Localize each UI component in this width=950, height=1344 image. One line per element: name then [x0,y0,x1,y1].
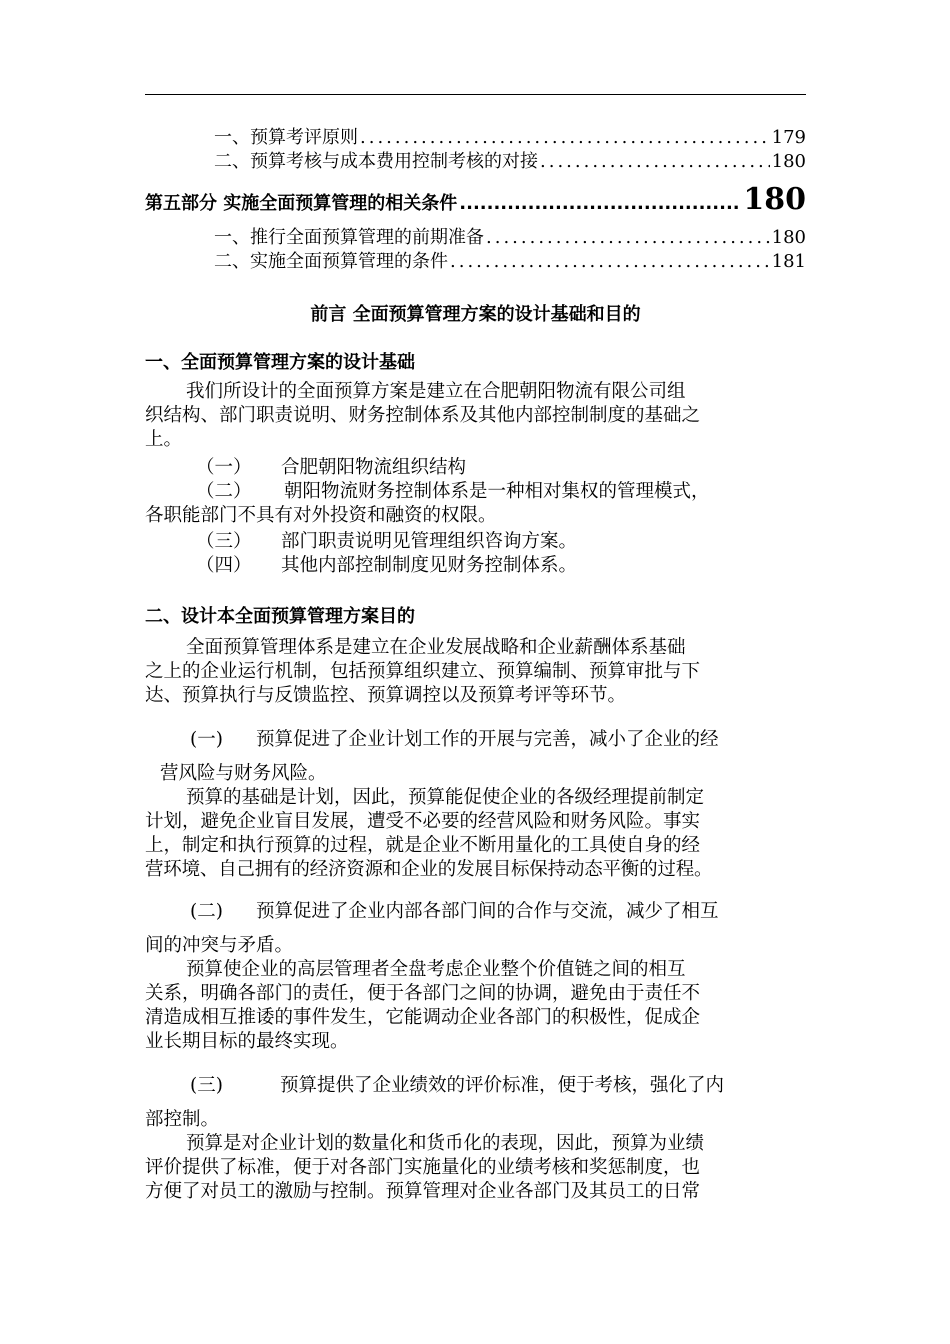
section-heading: 二、设计本全面预算管理方案目的 [145,606,415,627]
paragraph-line: 预算使企业的高层管理者全盘考虑企业整个价值链之间的相互 [186,959,686,980]
paragraph-line: 上。 [145,429,183,450]
paragraph-line: 预算的基础是计划，因此，预算能促使企业的各级经理提前制定 [186,787,705,808]
toc-entry[interactable] [214,126,806,150]
subsection-number: (一) [190,729,223,750]
subsection-title: 预算提供了企业绩效的评价标准，便于考核，强化了内 [280,1075,725,1096]
paragraph-line: 营环境、自己拥有的经济资源和企业的发展目标保持动态平衡的过程。 [145,859,713,880]
subsection-number: (二) [190,901,223,922]
toc-entry-text: 一、推行全面预算管理的前期准备 [214,227,484,248]
section-heading: 一、全面预算管理方案的设计基础 [145,352,415,373]
paragraph-line: 我们所设计的全面预算方案是建立在合肥朝阳物流有限公司组 [186,381,686,402]
toc-leader [450,250,770,274]
paragraph-line: 清造成相互推诿的事件发生，它能调动企业各部门的积极性，促成企 [145,1007,701,1028]
subsection-title: 间的冲突与矛盾。 [145,935,294,956]
toc-entry-text: 一、预算考评原则 [214,127,358,148]
paragraph-line: 全面预算管理体系是建立在企业发展战略和企业薪酬体系基础 [186,637,686,658]
list-item-text: 合肥朝阳物流组织结构 [281,457,467,478]
paragraph-line: 业长期目标的最终实现。 [145,1031,349,1052]
list-item-text: 部门职责说明见管理组织咨询方案。 [281,531,578,552]
subsection-title: 预算促进了企业计划工作的开展与完善，减小了企业的经 [256,729,719,750]
paragraph-line: 织结构、部门职责说明、财务控制体系及其他内部控制制度的基础之 [145,405,701,426]
paragraph-line: 上，制定和执行预算的过程，就是企业不断用量化的工具使自身的经 [145,835,701,856]
preface-title: 前言 全面预算管理方案的设计基础和目的 [310,304,641,325]
toc-page-number: 180 [743,182,806,217]
toc-part-entry[interactable] [145,182,806,218]
list-item-text: 各职能部门不具有对外投资和融资的权限。 [145,505,497,526]
paragraph-line: 达、预算执行与反馈监控、预算调控以及预算考评等环节。 [145,685,627,706]
paragraph-line: 评价提供了标准，便于对各部门实施量化的业绩考核和奖惩制度，也 [145,1157,701,1178]
toc-entry[interactable] [214,226,806,250]
paragraph-line: 之上的企业运行机制，包括预算组织建立、预算编制、预算审批与下 [145,661,701,682]
toc-entry[interactable] [214,250,806,274]
paragraph-line: 计划，避免企业盲目发展，遭受不必要的经营风险和财务风险。事实 [145,811,701,832]
paragraph-line: 方便了对员工的激励与控制。预算管理对企业各部门及其员工的日常 [145,1181,701,1202]
subsection-title: 预算促进了企业内部各部门间的合作与交流，减少了相互 [256,901,719,922]
list-item-number: （四） [196,555,252,576]
toc-leader [486,226,770,250]
toc-leader [540,150,770,174]
toc-page-number: 181 [771,251,806,272]
toc-leader [459,193,741,214]
subsection-title: 营风险与财务风险。 [160,763,327,784]
paragraph-line: 预算是对企业计划的数量化和货币化的表现，因此，预算为业绩 [186,1133,705,1154]
subsection-title: 部控制。 [145,1109,220,1130]
toc-entry-text: 二、预算考核与成本费用控制考核的对接 [214,151,538,172]
toc-entry-text: 二、实施全面预算管理的条件 [214,251,448,272]
list-item-number: （一） [196,457,252,478]
list-item-text: 其他内部控制制度见财务控制体系。 [281,555,578,576]
toc-page-number: 180 [771,227,806,248]
toc-page-number: 179 [771,127,806,148]
header-rule [145,94,806,95]
list-item-number: （三） [196,531,252,552]
list-item-number: （二） [196,481,252,502]
toc-leader [360,126,770,150]
list-item-text: 朝阳物流财务控制体系是一种相对集权的管理模式， [284,481,710,502]
toc-part-text: 第五部分 实施全面预算管理的相关条件 [145,193,458,214]
subsection-number: (三) [190,1075,223,1096]
paragraph-line: 关系，明确各部门的责任，便于各部门之间的协调，避免由于责任不 [145,983,701,1004]
toc-page-number: 180 [771,151,806,172]
toc-entry[interactable] [214,150,806,174]
